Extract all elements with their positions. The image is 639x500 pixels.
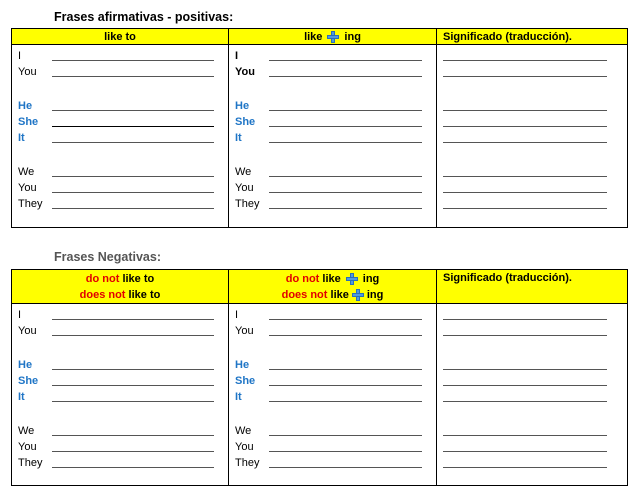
body-row-negative — [12, 304, 627, 485]
answer-line[interactable] — [269, 435, 422, 436]
column-like-to — [12, 45, 229, 227]
writing-line-row — [437, 113, 627, 129]
pronoun-label: We — [18, 166, 35, 178]
pronoun-label: You — [18, 182, 37, 194]
answer-line[interactable] — [269, 60, 422, 61]
pronoun-label: It — [235, 391, 242, 403]
answer-line[interactable] — [443, 401, 607, 402]
header-col1-line1 — [86, 271, 154, 287]
writing-line-row — [229, 422, 436, 438]
writing-line-row — [437, 63, 627, 79]
pronoun-label: You — [235, 325, 254, 337]
ing-label: ing — [366, 288, 384, 301]
writing-line-row — [437, 97, 627, 113]
pronoun-label: You — [235, 182, 254, 194]
writing-line-row — [12, 63, 228, 79]
answer-line[interactable] — [443, 435, 607, 436]
writing-line-row — [12, 322, 228, 338]
header-row-negative — [12, 270, 627, 304]
answer-line[interactable] — [269, 369, 422, 370]
pronoun-label: You — [18, 325, 37, 337]
writing-line-row — [12, 47, 228, 63]
answer-line[interactable] — [269, 126, 422, 127]
like-label: like — [330, 288, 349, 301]
answer-line[interactable] — [52, 369, 214, 370]
writing-line-row — [12, 163, 228, 179]
pronoun-label: It — [18, 132, 25, 144]
body-row-positive — [12, 45, 627, 227]
pronoun-label: We — [235, 166, 252, 178]
writing-line-row — [229, 63, 436, 79]
header-col-meaning — [437, 29, 627, 44]
answer-line[interactable] — [52, 451, 214, 452]
pronoun-label: He — [18, 100, 33, 112]
pronoun-label: She — [235, 375, 256, 387]
answer-line[interactable] — [269, 319, 422, 320]
section-title-negative: Frases Negativas: — [54, 250, 162, 264]
column-meaning — [437, 304, 627, 485]
answer-line[interactable] — [52, 126, 214, 127]
answer-line[interactable] — [269, 192, 422, 193]
header-col1-line2 — [80, 287, 161, 303]
plus-icon — [346, 273, 358, 285]
writing-line-row — [437, 129, 627, 145]
pronoun-label: She — [235, 116, 256, 128]
writing-line-row — [437, 47, 627, 63]
answer-line[interactable] — [52, 76, 214, 77]
column-like-ing — [229, 45, 437, 227]
pronoun-label: They — [235, 198, 260, 210]
answer-line[interactable] — [443, 451, 607, 452]
writing-line-row — [229, 372, 436, 388]
pronoun-label: You — [18, 441, 37, 453]
writing-line-row — [229, 454, 436, 470]
header-col2-line — [304, 29, 361, 45]
answer-line[interactable] — [269, 401, 422, 402]
pronoun-label: I — [235, 50, 239, 62]
column-meaning — [437, 45, 627, 227]
answer-line[interactable] — [269, 208, 422, 209]
does-not-label: does not — [281, 288, 328, 301]
answer-line[interactable] — [52, 401, 214, 402]
answer-line[interactable] — [52, 319, 214, 320]
writing-line-row — [437, 356, 627, 372]
header-col-do-not-like-ing — [229, 270, 437, 303]
answer-line[interactable] — [52, 176, 214, 177]
header-row-positive — [12, 29, 627, 45]
section-title-positive: Frases afirmativas - positivas: — [54, 10, 234, 24]
answer-line[interactable] — [443, 60, 607, 61]
plus-icon — [327, 31, 339, 43]
writing-line-row — [12, 129, 228, 145]
pronoun-label: I — [18, 50, 22, 62]
answer-line[interactable] — [443, 176, 607, 177]
pronoun-label: He — [18, 359, 33, 371]
pronoun-label: You — [235, 66, 255, 78]
header-col3-text: Significado (traducción). — [443, 31, 572, 43]
writing-line-row — [229, 47, 436, 63]
answer-line[interactable] — [443, 369, 607, 370]
answer-line[interactable] — [443, 208, 607, 209]
pronoun-label: He — [235, 100, 250, 112]
writing-line-row — [229, 163, 436, 179]
writing-line-row — [12, 113, 228, 129]
writing-line-row — [12, 356, 228, 372]
answer-line[interactable] — [269, 467, 422, 468]
writing-line-row — [229, 179, 436, 195]
answer-line[interactable] — [52, 192, 214, 193]
pronoun-label: I — [18, 309, 22, 321]
header-col-like-ing — [229, 29, 437, 44]
writing-line-row — [437, 454, 627, 470]
does-not-label: does not — [79, 288, 126, 301]
pronoun-label: He — [235, 359, 250, 371]
header-col1-text: like to — [104, 30, 136, 43]
header-col2-like: like — [304, 30, 323, 43]
plus-icon — [352, 289, 364, 301]
do-not-label: do not — [285, 272, 320, 285]
header-col2-line1 — [286, 271, 380, 287]
answer-line[interactable] — [52, 435, 214, 436]
writing-line-row — [437, 195, 627, 211]
header-col-like-to — [12, 29, 229, 44]
column-do-not-like-ing — [229, 304, 437, 485]
pronoun-label: They — [18, 457, 43, 469]
pronoun-label: It — [235, 132, 242, 144]
answer-line[interactable] — [269, 110, 422, 111]
answer-line[interactable] — [269, 385, 422, 386]
writing-line-row — [12, 422, 228, 438]
answer-line[interactable] — [443, 335, 607, 336]
writing-line-row — [229, 306, 436, 322]
header-col2-ing: ing — [344, 30, 361, 43]
writing-line-row — [12, 438, 228, 454]
header-col-do-not-like-to — [12, 270, 229, 303]
answer-line[interactable] — [443, 110, 607, 111]
writing-line-row — [12, 195, 228, 211]
worksheet-positive — [11, 28, 628, 228]
writing-line-row — [437, 163, 627, 179]
pronoun-label: They — [18, 198, 43, 210]
writing-line-row — [229, 129, 436, 145]
answer-line[interactable] — [443, 192, 607, 193]
pronoun-label: You — [18, 66, 37, 78]
writing-line-row — [437, 388, 627, 404]
writing-line-row — [229, 356, 436, 372]
writing-line-row — [437, 372, 627, 388]
writing-line-row — [229, 195, 436, 211]
writing-line-row — [437, 322, 627, 338]
answer-line[interactable] — [269, 335, 422, 336]
header-col3-text: Significado (traducción). — [443, 272, 572, 284]
answer-line[interactable] — [443, 126, 607, 127]
answer-line[interactable] — [269, 76, 422, 77]
writing-line-row — [229, 388, 436, 404]
pronoun-label: We — [235, 425, 252, 437]
writing-line-row — [12, 306, 228, 322]
answer-line[interactable] — [269, 451, 422, 452]
do-not-label: do not — [85, 272, 120, 285]
writing-line-row — [437, 179, 627, 195]
writing-line-row — [12, 454, 228, 470]
answer-line[interactable] — [52, 467, 214, 468]
answer-line[interactable] — [269, 176, 422, 177]
like-to-label: like to — [128, 288, 161, 301]
writing-line-row — [229, 97, 436, 113]
answer-line[interactable] — [52, 385, 214, 386]
answer-line[interactable] — [52, 110, 214, 111]
pronoun-label: She — [18, 116, 39, 128]
answer-line[interactable] — [443, 142, 607, 143]
writing-line-row — [12, 97, 228, 113]
writing-line-row — [229, 322, 436, 338]
pronoun-label: She — [18, 375, 39, 387]
writing-line-row — [229, 113, 436, 129]
answer-line[interactable] — [443, 76, 607, 77]
writing-line-row — [12, 179, 228, 195]
answer-line[interactable] — [269, 142, 422, 143]
pronoun-label: You — [235, 441, 254, 453]
like-to-label: like to — [122, 272, 155, 285]
writing-line-row — [229, 438, 436, 454]
answer-line[interactable] — [443, 319, 607, 320]
writing-line-row — [437, 438, 627, 454]
pronoun-label: It — [18, 391, 25, 403]
answer-line[interactable] — [443, 385, 607, 386]
writing-line-row — [12, 372, 228, 388]
worksheet-negative — [11, 269, 628, 486]
writing-line-row — [437, 422, 627, 438]
column-do-not-like-to — [12, 304, 229, 485]
answer-line[interactable] — [443, 467, 607, 468]
pronoun-label: They — [235, 457, 260, 469]
answer-line[interactable] — [52, 142, 214, 143]
like-label: like — [322, 272, 341, 285]
header-col-meaning — [437, 270, 627, 303]
ing-label: ing — [362, 272, 380, 285]
writing-line-row — [12, 388, 228, 404]
pronoun-label: We — [18, 425, 35, 437]
answer-line[interactable] — [52, 208, 214, 209]
writing-line-row — [437, 306, 627, 322]
header-col2-line2 — [282, 287, 384, 303]
answer-line[interactable] — [52, 60, 214, 61]
answer-line[interactable] — [52, 335, 214, 336]
pronoun-label: I — [235, 309, 239, 321]
